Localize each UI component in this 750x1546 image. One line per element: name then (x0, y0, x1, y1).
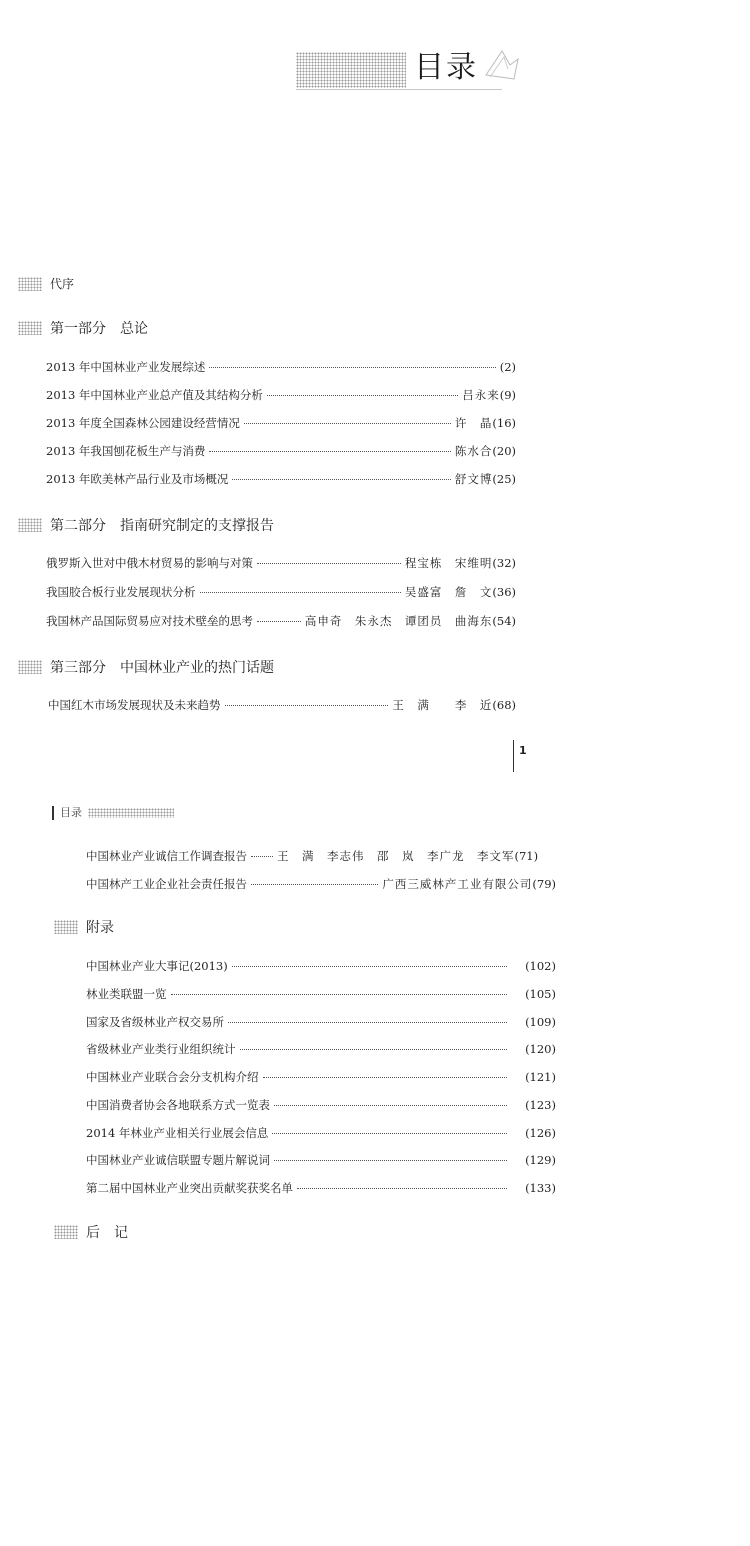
dot-leader (244, 423, 451, 424)
section-afterword[interactable] (54, 1222, 128, 1242)
title-underline (296, 89, 502, 90)
running-header: 目录 (60, 806, 82, 819)
leaf-ornament-icon (480, 45, 522, 87)
dot-leader (232, 479, 450, 480)
dot-leader (209, 367, 495, 368)
entry-author: 吴盛富 詹 文 (404, 585, 493, 599)
toc-entry[interactable] (46, 613, 516, 629)
entry-page: (32) (492, 556, 516, 570)
entry-title: 俄罗斯入世对中俄木材贸易的影响与对策 (46, 556, 253, 570)
dot-leader (251, 856, 273, 857)
section-marker (18, 518, 42, 532)
toc-entry[interactable] (86, 876, 556, 892)
dot-leader (228, 1022, 507, 1023)
entry-page: (109) (525, 1015, 556, 1029)
section-marker (18, 277, 42, 291)
dot-leader (272, 1133, 507, 1134)
section-marker (54, 920, 78, 934)
dot-leader (297, 1188, 507, 1189)
dot-leader (225, 705, 389, 706)
section-label: 第三部分 中国林业产业的热门话题 (50, 660, 274, 676)
dot-leader (200, 592, 401, 593)
entry-page: (54) (492, 614, 516, 628)
section-label: 后 记 (86, 1225, 128, 1241)
entry-title: 中国消费者协会各地联系方式一览表 (86, 1098, 270, 1112)
dot-leader (274, 1105, 507, 1106)
section-part1[interactable] (18, 318, 148, 338)
toc-entry[interactable] (86, 848, 556, 864)
entry-page: (20) (492, 444, 516, 458)
entry-page: (9) (499, 388, 516, 402)
title-dot-pattern (296, 52, 406, 88)
entry-author: 陈水合 (454, 444, 493, 458)
entry-title: 2013 年中国林业产业总产值及其结构分析 (46, 388, 263, 402)
toc-entry[interactable] (46, 471, 516, 487)
entry-author: 舒文博 (454, 472, 493, 486)
toc-entry[interactable] (46, 359, 516, 375)
entry-title: 第二届中国林业产业突出贡献奖获奖名单 (86, 1181, 293, 1195)
entry-page: (25) (492, 472, 516, 486)
entry-page: (2) (499, 360, 516, 374)
entry-title: 中国红木市场发展现状及未来趋势 (48, 698, 221, 712)
toc-entry[interactable] (86, 958, 556, 974)
entry-page: (105) (525, 987, 556, 1001)
entry-page: (16) (492, 416, 516, 430)
toc-entry[interactable] (46, 415, 516, 431)
toc-entry[interactable] (46, 584, 516, 600)
dot-leader (257, 563, 401, 564)
dot-leader (263, 1077, 508, 1078)
toc-entry[interactable] (86, 1069, 556, 1085)
section-marker (18, 660, 42, 674)
toc-entry[interactable] (86, 1125, 556, 1141)
entry-title: 林业类联盟一览 (86, 987, 167, 1001)
entry-title: 中国林产工业企业社会责任报告 (86, 877, 247, 891)
dot-leader (171, 994, 508, 995)
toc-entry[interactable] (46, 443, 516, 459)
entry-page: (71) (514, 849, 539, 863)
toc-entry[interactable] (86, 986, 556, 1002)
toc-entry[interactable] (86, 1097, 556, 1113)
entry-page: (68) (492, 698, 516, 712)
section-preface[interactable] (18, 275, 74, 292)
section-marker (18, 321, 42, 335)
section-appendix[interactable] (54, 917, 114, 937)
section-label: 附录 (86, 920, 114, 936)
toc-entry[interactable] (46, 555, 516, 571)
dot-leader (257, 621, 301, 622)
entry-title: 2013 年我国刨花板生产与消费 (46, 444, 206, 458)
entry-page: (123) (525, 1098, 556, 1112)
entry-page: (120) (525, 1042, 556, 1056)
entry-title: 中国林业产业联合会分支机构介绍 (86, 1070, 259, 1084)
entry-title: 我国胶合板行业发展现状分析 (46, 585, 196, 599)
section-part2[interactable] (18, 515, 274, 535)
entry-author: 广西三威林产工业有限公司 (382, 877, 533, 891)
entry-author: 程宝栋 宋维明 (404, 556, 493, 570)
entry-title: 2014 年林业产业相关行业展会信息 (86, 1126, 269, 1140)
entry-title: 省级林业产业类行业组织统计 (86, 1042, 236, 1056)
entry-title: 中国林业产业诚信联盟专题片解说词 (86, 1153, 270, 1167)
entry-title: 中国林业产业大事记(2013) (86, 959, 228, 973)
entry-author: 王 满 李志伟 邵 岚 李广龙 李文军 (277, 849, 515, 863)
section-label: 第一部分 总论 (50, 321, 148, 337)
entry-page: (129) (525, 1153, 556, 1167)
toc-entry[interactable] (86, 1041, 556, 1057)
entry-author: 王 满 李 近 (392, 698, 493, 712)
section-part3[interactable] (18, 657, 274, 677)
toc-entry[interactable] (86, 1014, 556, 1030)
dot-leader (267, 395, 458, 396)
running-header-bar (52, 806, 54, 820)
toc-entry[interactable] (46, 387, 516, 403)
entry-title: 我国林产品国际贸易应对技术壁垒的思考 (46, 614, 253, 628)
entry-page: (36) (492, 585, 516, 599)
entry-page: (126) (525, 1126, 556, 1140)
entry-title: 中国林业产业诚信工作调查报告 (86, 849, 247, 863)
entry-author: 许 晶 (454, 416, 493, 430)
section-marker (54, 1225, 78, 1239)
entry-author: 高申奇 朱永杰 谭团员 曲海东 (304, 614, 493, 628)
entry-title: 2013 年度全国森林公园建设经营情况 (46, 416, 240, 430)
entry-title: 2013 年中国林业产业发展综述 (46, 360, 206, 374)
page-number-rule (513, 740, 514, 772)
entry-page: (102) (525, 959, 556, 973)
entry-author: 吕永来 (462, 388, 500, 402)
page-title: 目录 (414, 50, 478, 85)
dot-leader (274, 1160, 507, 1161)
page-number: 1 (519, 744, 527, 757)
toc-entry[interactable] (86, 1152, 556, 1168)
toc-entry[interactable] (86, 1180, 556, 1196)
section-label: 第二部分 指南研究制定的支撑报告 (50, 518, 274, 534)
toc-entry[interactable] (48, 697, 516, 713)
section-label: 代序 (50, 277, 75, 291)
dot-leader (240, 1049, 508, 1050)
dot-leader (251, 884, 378, 885)
running-header-dots (88, 808, 174, 818)
entry-page: (121) (525, 1070, 556, 1084)
entry-title: 2013 年欧美林产品行业及市场概况 (46, 472, 229, 486)
dot-leader (209, 451, 450, 452)
dot-leader (232, 966, 507, 967)
entry-title: 国家及省级林业产权交易所 (86, 1015, 224, 1029)
entry-page: (133) (525, 1181, 556, 1195)
entry-page: (79) (532, 877, 556, 891)
